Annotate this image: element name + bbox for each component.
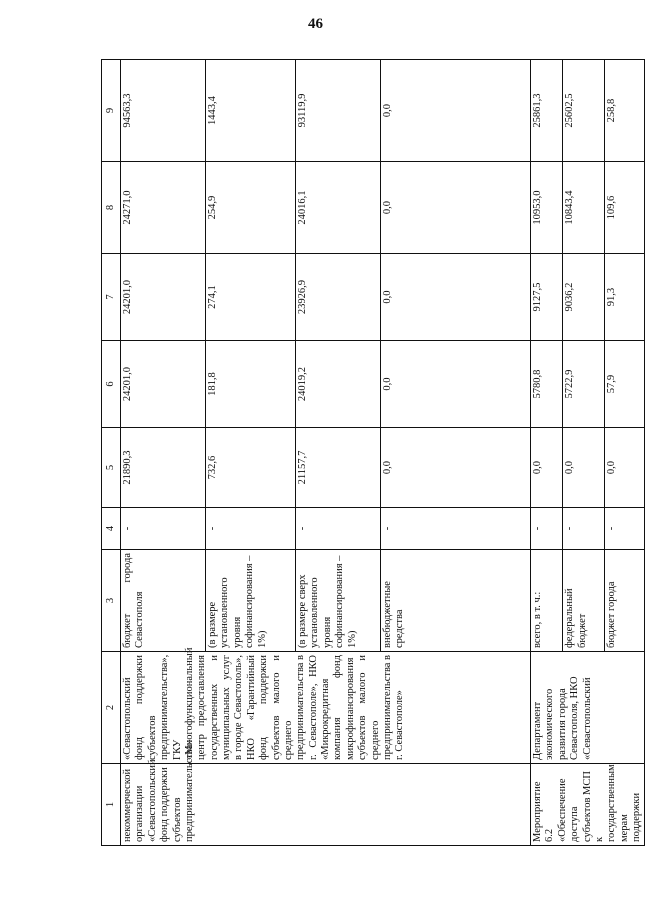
- value-cell: 25861,3: [531, 60, 563, 162]
- header-cell: 4: [102, 508, 121, 550]
- header-cell: 6: [102, 341, 121, 428]
- value-cell: -: [563, 508, 605, 550]
- header-cell: 7: [102, 254, 121, 341]
- source-cell: бюджет города Севастополя: [121, 550, 206, 652]
- value-cell: 9036,2: [563, 254, 605, 341]
- value-cell: 258,8: [605, 60, 645, 162]
- executor-cell: «Севастопольский фонд поддержки субъектов предпринимательства», ГКУ «Многофункциональный центр предоставления государственных и муниципальных услуг в городе Севастополь», НКО «Гарантийный фонд поддержки субъектов малого и среднего предпринимательства в г. Севастополе», НКО «Микрокредитная компания фонд микрофинансирования субъектов малого и среднего предпринимательства в г. Севастополе»: [121, 652, 531, 764]
- header-cell: 1: [102, 764, 121, 846]
- value-cell: 0,0: [381, 162, 531, 254]
- value-cell: 732,6: [206, 428, 296, 508]
- table-row: [531, 60, 563, 846]
- table-row: [121, 60, 206, 846]
- measure-cell: некоммерческой организации «Севастопольский фонд поддержки субъектов предпринимательства»: [121, 764, 531, 846]
- value-cell: 5780,8: [531, 341, 563, 428]
- value-cell: 274,1: [206, 254, 296, 341]
- value-cell: 21157,7: [296, 428, 381, 508]
- value-cell: 10953,0: [531, 162, 563, 254]
- header-cell: 8: [102, 162, 121, 254]
- value-cell: 0,0: [605, 428, 645, 508]
- value-cell: 1443,4: [206, 60, 296, 162]
- header-cell: 9: [102, 60, 121, 162]
- value-cell: -: [206, 508, 296, 550]
- source-cell: (в размере сверх установленного уровня софинансирования – 1%): [296, 550, 381, 652]
- value-cell: 181,8: [206, 341, 296, 428]
- value-cell: 0,0: [563, 428, 605, 508]
- value-cell: 5722,9: [563, 341, 605, 428]
- value-cell: 91,3: [605, 254, 645, 341]
- value-cell: 10843,4: [563, 162, 605, 254]
- value-cell: 254,9: [206, 162, 296, 254]
- rotated-table-wrapper: [101, 60, 642, 846]
- value-cell: -: [381, 508, 531, 550]
- value-cell: 0,0: [381, 60, 531, 162]
- value-cell: 21890,3: [121, 428, 206, 508]
- source-cell: внебюджетные средства: [381, 550, 531, 652]
- value-cell: 94563,3: [121, 60, 206, 162]
- header-cell: 2: [102, 652, 121, 764]
- value-cell: 24271,0: [121, 162, 206, 254]
- value-cell: 57,9: [605, 341, 645, 428]
- value-cell: 0,0: [381, 428, 531, 508]
- header-cell: 3: [102, 550, 121, 652]
- value-cell: 93119,9: [296, 60, 381, 162]
- value-cell: 25602,5: [563, 60, 605, 162]
- value-cell: 0,0: [381, 341, 531, 428]
- measure-cell: Мероприятие 6.2 «Обеспечение доступа субъектов МСП к государственным мерам поддержки: [531, 764, 645, 846]
- value-cell: 24016,1: [296, 162, 381, 254]
- value-cell: 9127,5: [531, 254, 563, 341]
- financing-table: [101, 59, 645, 846]
- page-number: 46: [308, 16, 323, 32]
- executor-cell: Департамент экономического развития города Севастополя, НКО «Севастопольский: [531, 652, 645, 764]
- value-cell: 0,0: [531, 428, 563, 508]
- source-cell: всего, в т. ч.:: [531, 550, 563, 652]
- source-cell: бюджет города: [605, 550, 645, 652]
- value-cell: 24019,2: [296, 341, 381, 428]
- value-cell: -: [605, 508, 645, 550]
- value-cell: 23926,9: [296, 254, 381, 341]
- header-cell: 5: [102, 428, 121, 508]
- source-cell: (в размере установленного уровня софинансирования – 1%): [206, 550, 296, 652]
- value-cell: 109,6: [605, 162, 645, 254]
- source-cell: федеральный бюджет: [563, 550, 605, 652]
- value-cell: 24201,0: [121, 254, 206, 341]
- value-cell: 24201,0: [121, 341, 206, 428]
- value-cell: -: [296, 508, 381, 550]
- value-cell: -: [121, 508, 206, 550]
- value-cell: -: [531, 508, 563, 550]
- header-row: [102, 60, 121, 846]
- value-cell: 0,0: [381, 254, 531, 341]
